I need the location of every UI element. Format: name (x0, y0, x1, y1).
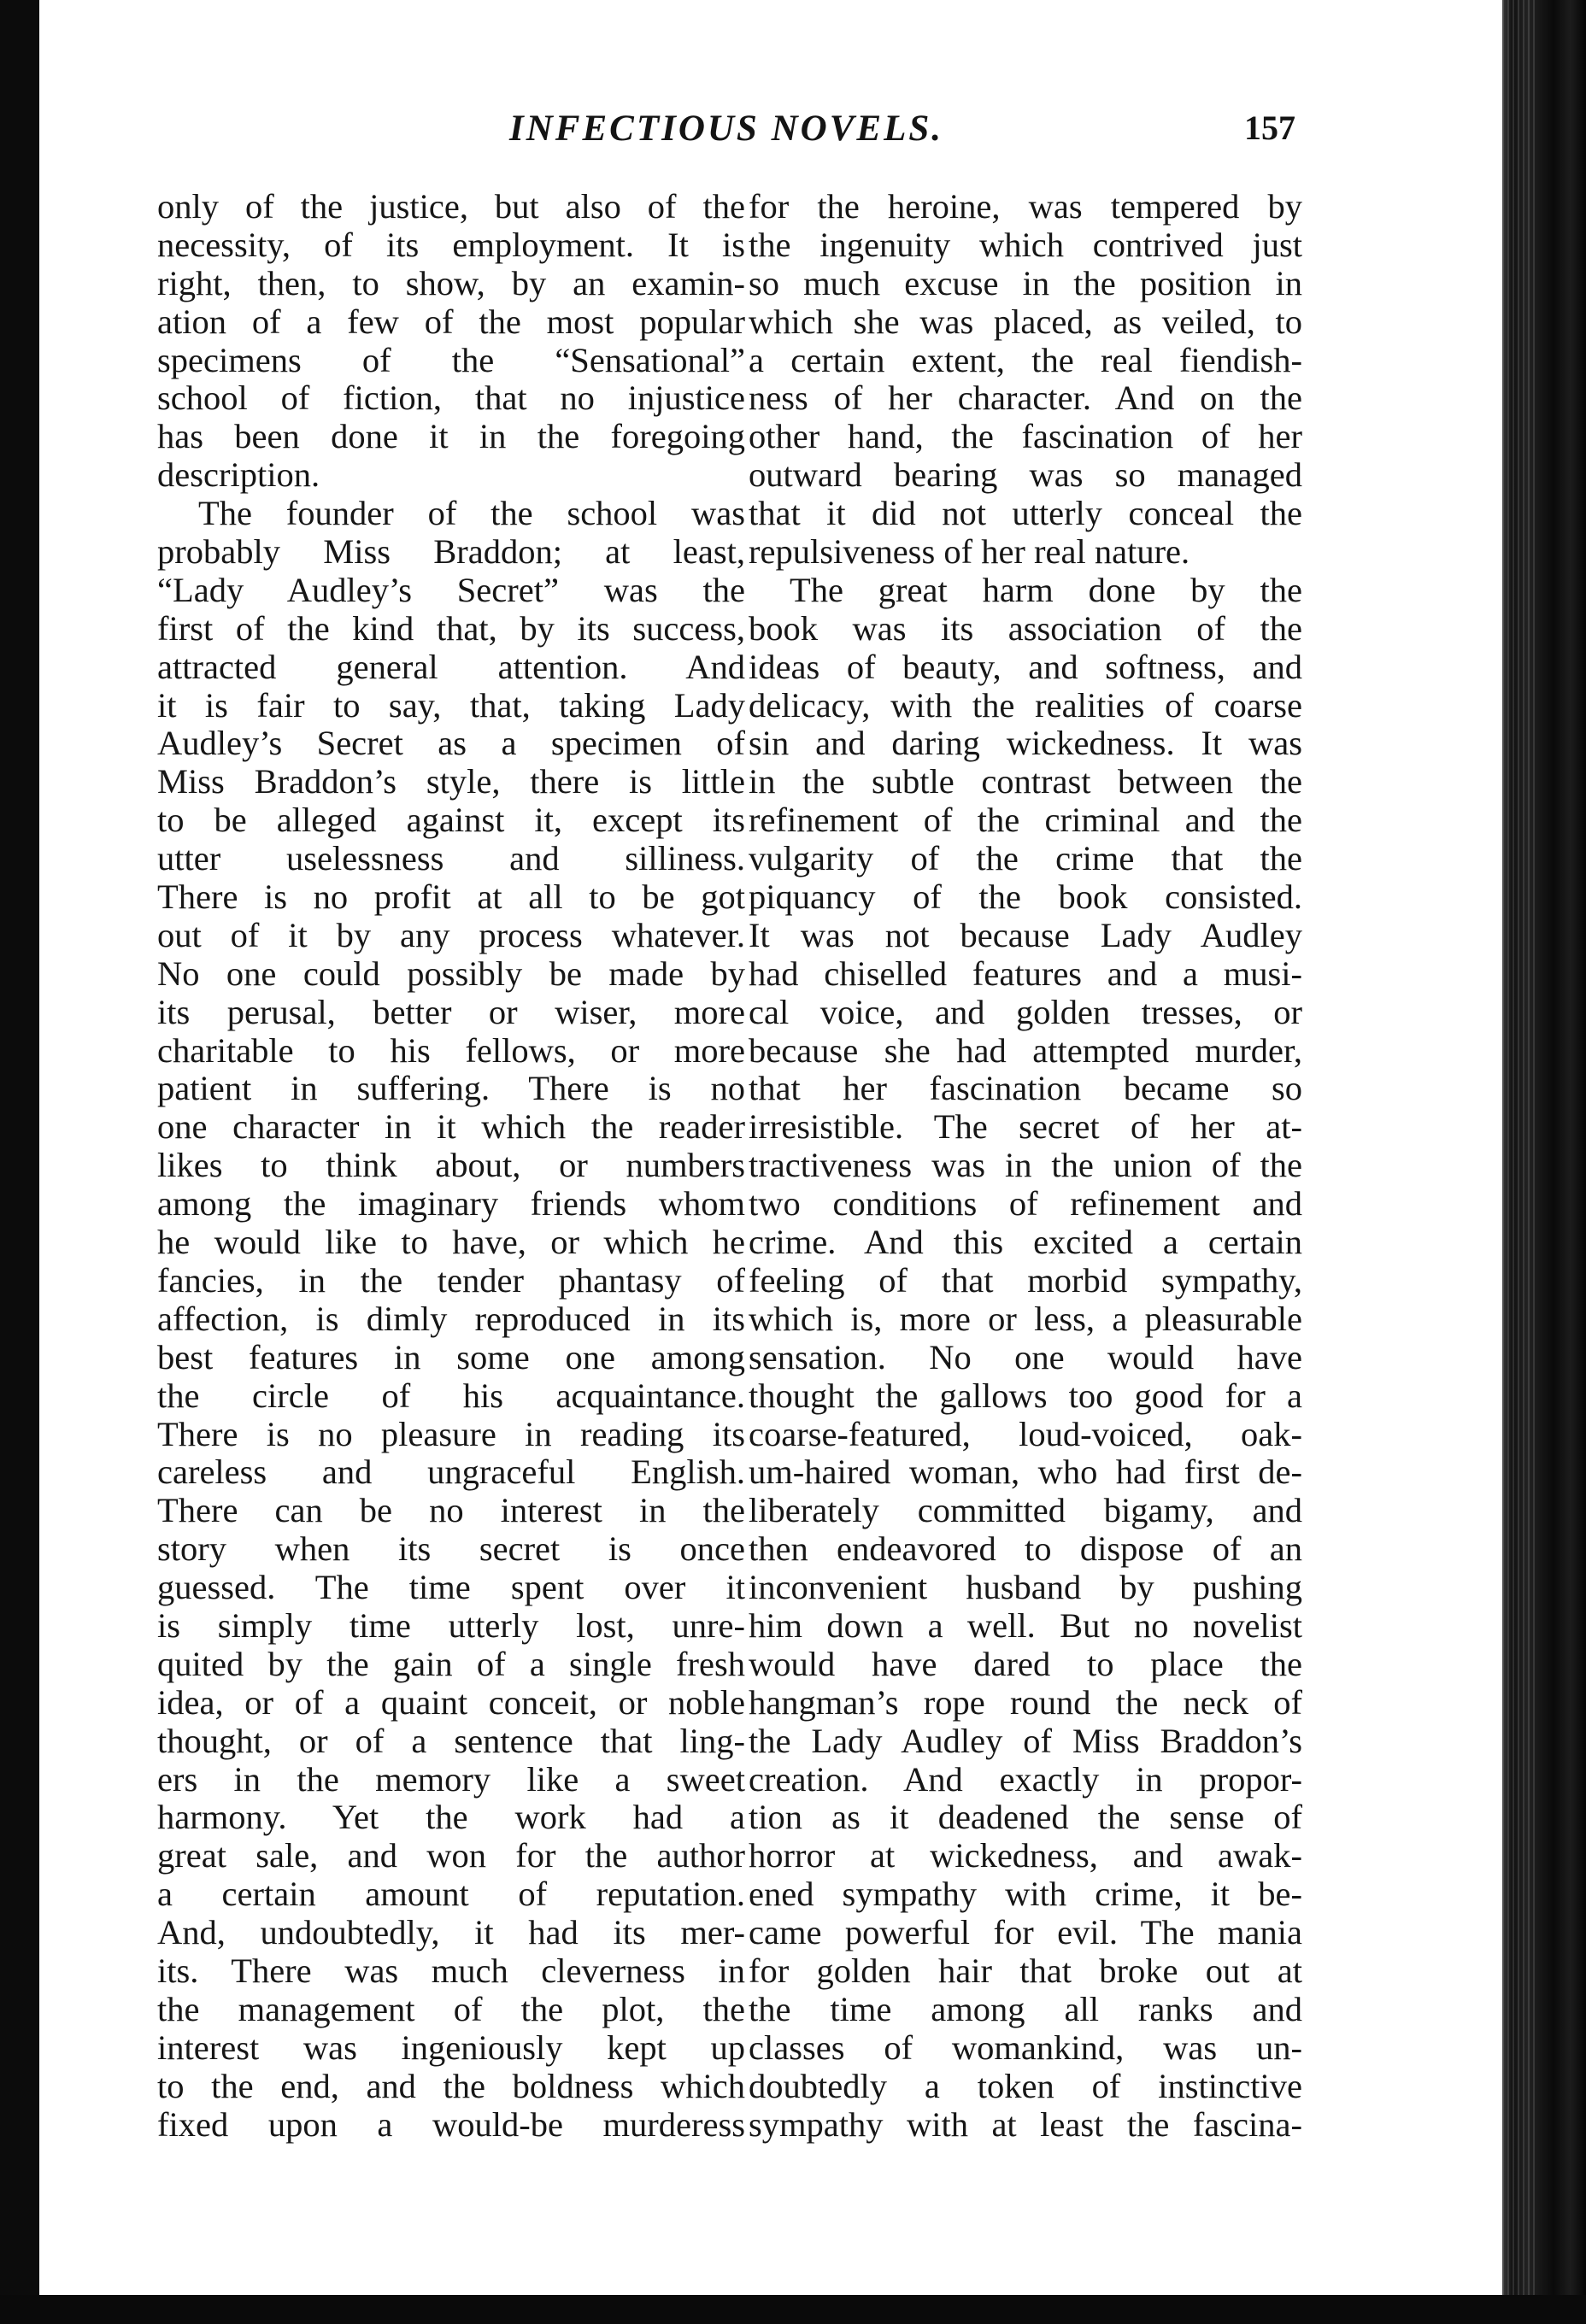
text-line: tractiveness was in the union of the (749, 1146, 1302, 1185)
text-line: idea, or of a quaint conceit, or noble (157, 1682, 745, 1722)
text-line: so much excuse in the position in (749, 263, 1302, 302)
text-line: ers in the memory like a sweet (157, 1759, 745, 1799)
text-line: for golden hair that broke out at (749, 1951, 1302, 1990)
text-line: necessity, of its employment. It is (157, 225, 745, 264)
text-line: There is no pleasure in reading its (157, 1414, 745, 1453)
text-line: um-haired woman, who had first de- (749, 1452, 1302, 1492)
text-line: delicacy, with the realities of coarse (749, 685, 1302, 725)
text-line: The founder of the school was (198, 494, 745, 533)
text-line: liberately committed bigamy, and (749, 1491, 1302, 1530)
text-line: There is no profit at all to be got (157, 877, 745, 917)
running-title: INFECTIOUS NOVELS. (509, 109, 943, 149)
text-line: And, undoubtedly, it had its mer- (157, 1913, 745, 1952)
text-line: for the heroine, was tempered by (749, 187, 1302, 226)
text-line: great sale, and won for the author (157, 1836, 745, 1875)
text-line: crime. And this excited a certain (749, 1223, 1302, 1262)
text-line: specimens of the “Sensational” (157, 340, 745, 379)
running-head (0, 101, 1504, 161)
text-line: description. (157, 455, 320, 495)
text-line: fancies, in the tender phantasy of (157, 1260, 745, 1300)
text-line: quited by the gain of a single fresh (157, 1644, 745, 1683)
text-line: interest was ingeniously kept up (157, 2028, 745, 2067)
text-line: to the end, and the boldness which (157, 2066, 745, 2105)
page-number: 157 (1244, 109, 1295, 147)
text-line: cal voice, and golden tresses, or (749, 992, 1302, 1031)
text-line: among the imaginary friends whom (157, 1184, 745, 1224)
text-line: right, then, to show, by an examin- (157, 263, 745, 302)
text-line: outward bearing was so managed (749, 455, 1302, 495)
text-line: had chiselled features and a musi- (749, 954, 1302, 993)
text-line: a certain extent, the real fiendish- (749, 340, 1302, 379)
text-line: one character in it which the reader (157, 1107, 745, 1147)
text-line: repulsiveness of her real nature. (749, 532, 1190, 572)
scan-edge-bottom (0, 2295, 1586, 2324)
text-line: likes to think about, or numbers (157, 1146, 745, 1185)
text-line: two conditions of refinement and (749, 1184, 1302, 1224)
text-line: thought the gallows too good for a (749, 1376, 1302, 1415)
text-line: to be alleged against it, except its (157, 801, 745, 840)
text-line: probably Miss Braddon; at least, (157, 532, 745, 572)
text-line: No one could possibly be made by (157, 954, 745, 993)
right-column (749, 188, 1302, 2144)
text-line: feeling of that morbid sympathy, (749, 1260, 1302, 1300)
text-line: ened sympathy with crime, it be- (749, 1875, 1302, 1914)
text-line: horror at wickedness, and awak- (749, 1836, 1302, 1875)
text-line: because she had attempted murder, (749, 1030, 1302, 1070)
text-line: in the subtle contrast between the (749, 762, 1302, 801)
text-line: It was not because Lady Audley (749, 915, 1302, 954)
text-line: that her fascination became so (749, 1069, 1302, 1108)
text-line: refinement of the criminal and the (749, 801, 1302, 840)
scan-edge-left (0, 0, 39, 2324)
text-line: tion as it deadened the sense of (749, 1798, 1302, 1837)
text-line: then endeavored to dispose of an (749, 1529, 1302, 1569)
text-line: fixed upon a would-be murderess (157, 2104, 745, 2144)
text-line: vulgarity of the crime that the (749, 839, 1302, 878)
text-line: Miss Braddon’s style, there is little (157, 762, 745, 801)
text-line: coarse-featured, loud-voiced, oak- (749, 1414, 1302, 1453)
text-line: guessed. The time spent over it (157, 1568, 745, 1607)
text-line: “Lady Audley’s Secret” was the (157, 570, 745, 609)
text-line: the management of the plot, the (157, 1989, 745, 2028)
text-line: its. There was much cleverness in (157, 1951, 745, 1990)
text-line: utter uselessness and silliness. (157, 839, 745, 878)
text-line: story when its secret is once (157, 1529, 745, 1569)
text-line: it is fair to say, that, taking Lady (157, 685, 745, 725)
text-line: harmony. Yet the work had a (157, 1798, 745, 1837)
text-line: creation. And exactly in propor- (749, 1759, 1302, 1799)
text-line: a certain amount of reputation. (157, 1875, 745, 1914)
text-line: ation of a few of the most popular (157, 302, 745, 341)
text-line: patient in suffering. There is no (157, 1069, 745, 1108)
text-line: first of the kind that, by its success, (157, 608, 745, 648)
text-line: has been done it in the foregoing (157, 417, 745, 456)
text-line: affection, is dimly reproduced in its (157, 1299, 745, 1338)
text-line: careless and ungraceful English. (157, 1452, 745, 1492)
text-line: doubtedly a token of instinctive (749, 2066, 1302, 2105)
text-line: the time among all ranks and (749, 1989, 1302, 2028)
text-line: only of the justice, but also of the (157, 187, 745, 226)
text-line: piquancy of the book consisted. (749, 877, 1302, 917)
text-line: sensation. No one would have (749, 1337, 1302, 1376)
text-line: him down a well. But no novelist (749, 1605, 1302, 1645)
text-line: charitable to his fellows, or more (157, 1030, 745, 1070)
text-line: which is, more or less, a pleasurable (749, 1299, 1302, 1338)
text-line: irresistible. The secret of her at- (749, 1107, 1302, 1147)
text-line: best features in some one among (157, 1337, 745, 1376)
text-line: sin and daring wickedness. It was (749, 724, 1302, 763)
text-line: inconvenient husband by pushing (749, 1568, 1302, 1607)
text-line: school of fiction, that no injustice (157, 379, 745, 418)
left-column (157, 188, 745, 2144)
text-line: which she was placed, as veiled, to (749, 302, 1302, 341)
text-line: came powerful for evil. The mania (749, 1913, 1302, 1952)
text-line: is simply time utterly lost, unre- (157, 1605, 745, 1645)
text-line: thought, or of a sentence that ling- (157, 1721, 745, 1760)
text-line: Audley’s Secret as a specimen of (157, 724, 745, 763)
text-line: classes of womankind, was un- (749, 2028, 1302, 2067)
text-line: hangman’s rope round the neck of (749, 1682, 1302, 1722)
text-line: ideas of beauty, and softness, and (749, 647, 1302, 686)
book-spine-edge (1502, 0, 1586, 2324)
text-line: would have dared to place the (749, 1644, 1302, 1683)
text-line: he would like to have, or which he (157, 1223, 745, 1262)
text-line: book was its association of the (749, 608, 1302, 648)
text-line: other hand, the fascination of her (749, 417, 1302, 456)
text-line: There can be no interest in the (157, 1491, 745, 1530)
text-line: the Lady Audley of Miss Braddon’s (749, 1721, 1302, 1760)
text-line: the circle of his acquaintance. (157, 1376, 745, 1415)
text-line: its perusal, better or wiser, more (157, 992, 745, 1031)
text-line: sympathy with at least the fascina- (749, 2104, 1302, 2144)
text-line: that it did not utterly conceal the (749, 494, 1302, 533)
text-line: the ingenuity which contrived just (749, 225, 1302, 264)
text-line: out of it by any process whatever. (157, 915, 745, 954)
text-line: attracted general attention. And (157, 647, 745, 686)
text-line: ness of her character. And on the (749, 379, 1302, 418)
text-line: The great harm done by the (790, 570, 1302, 609)
